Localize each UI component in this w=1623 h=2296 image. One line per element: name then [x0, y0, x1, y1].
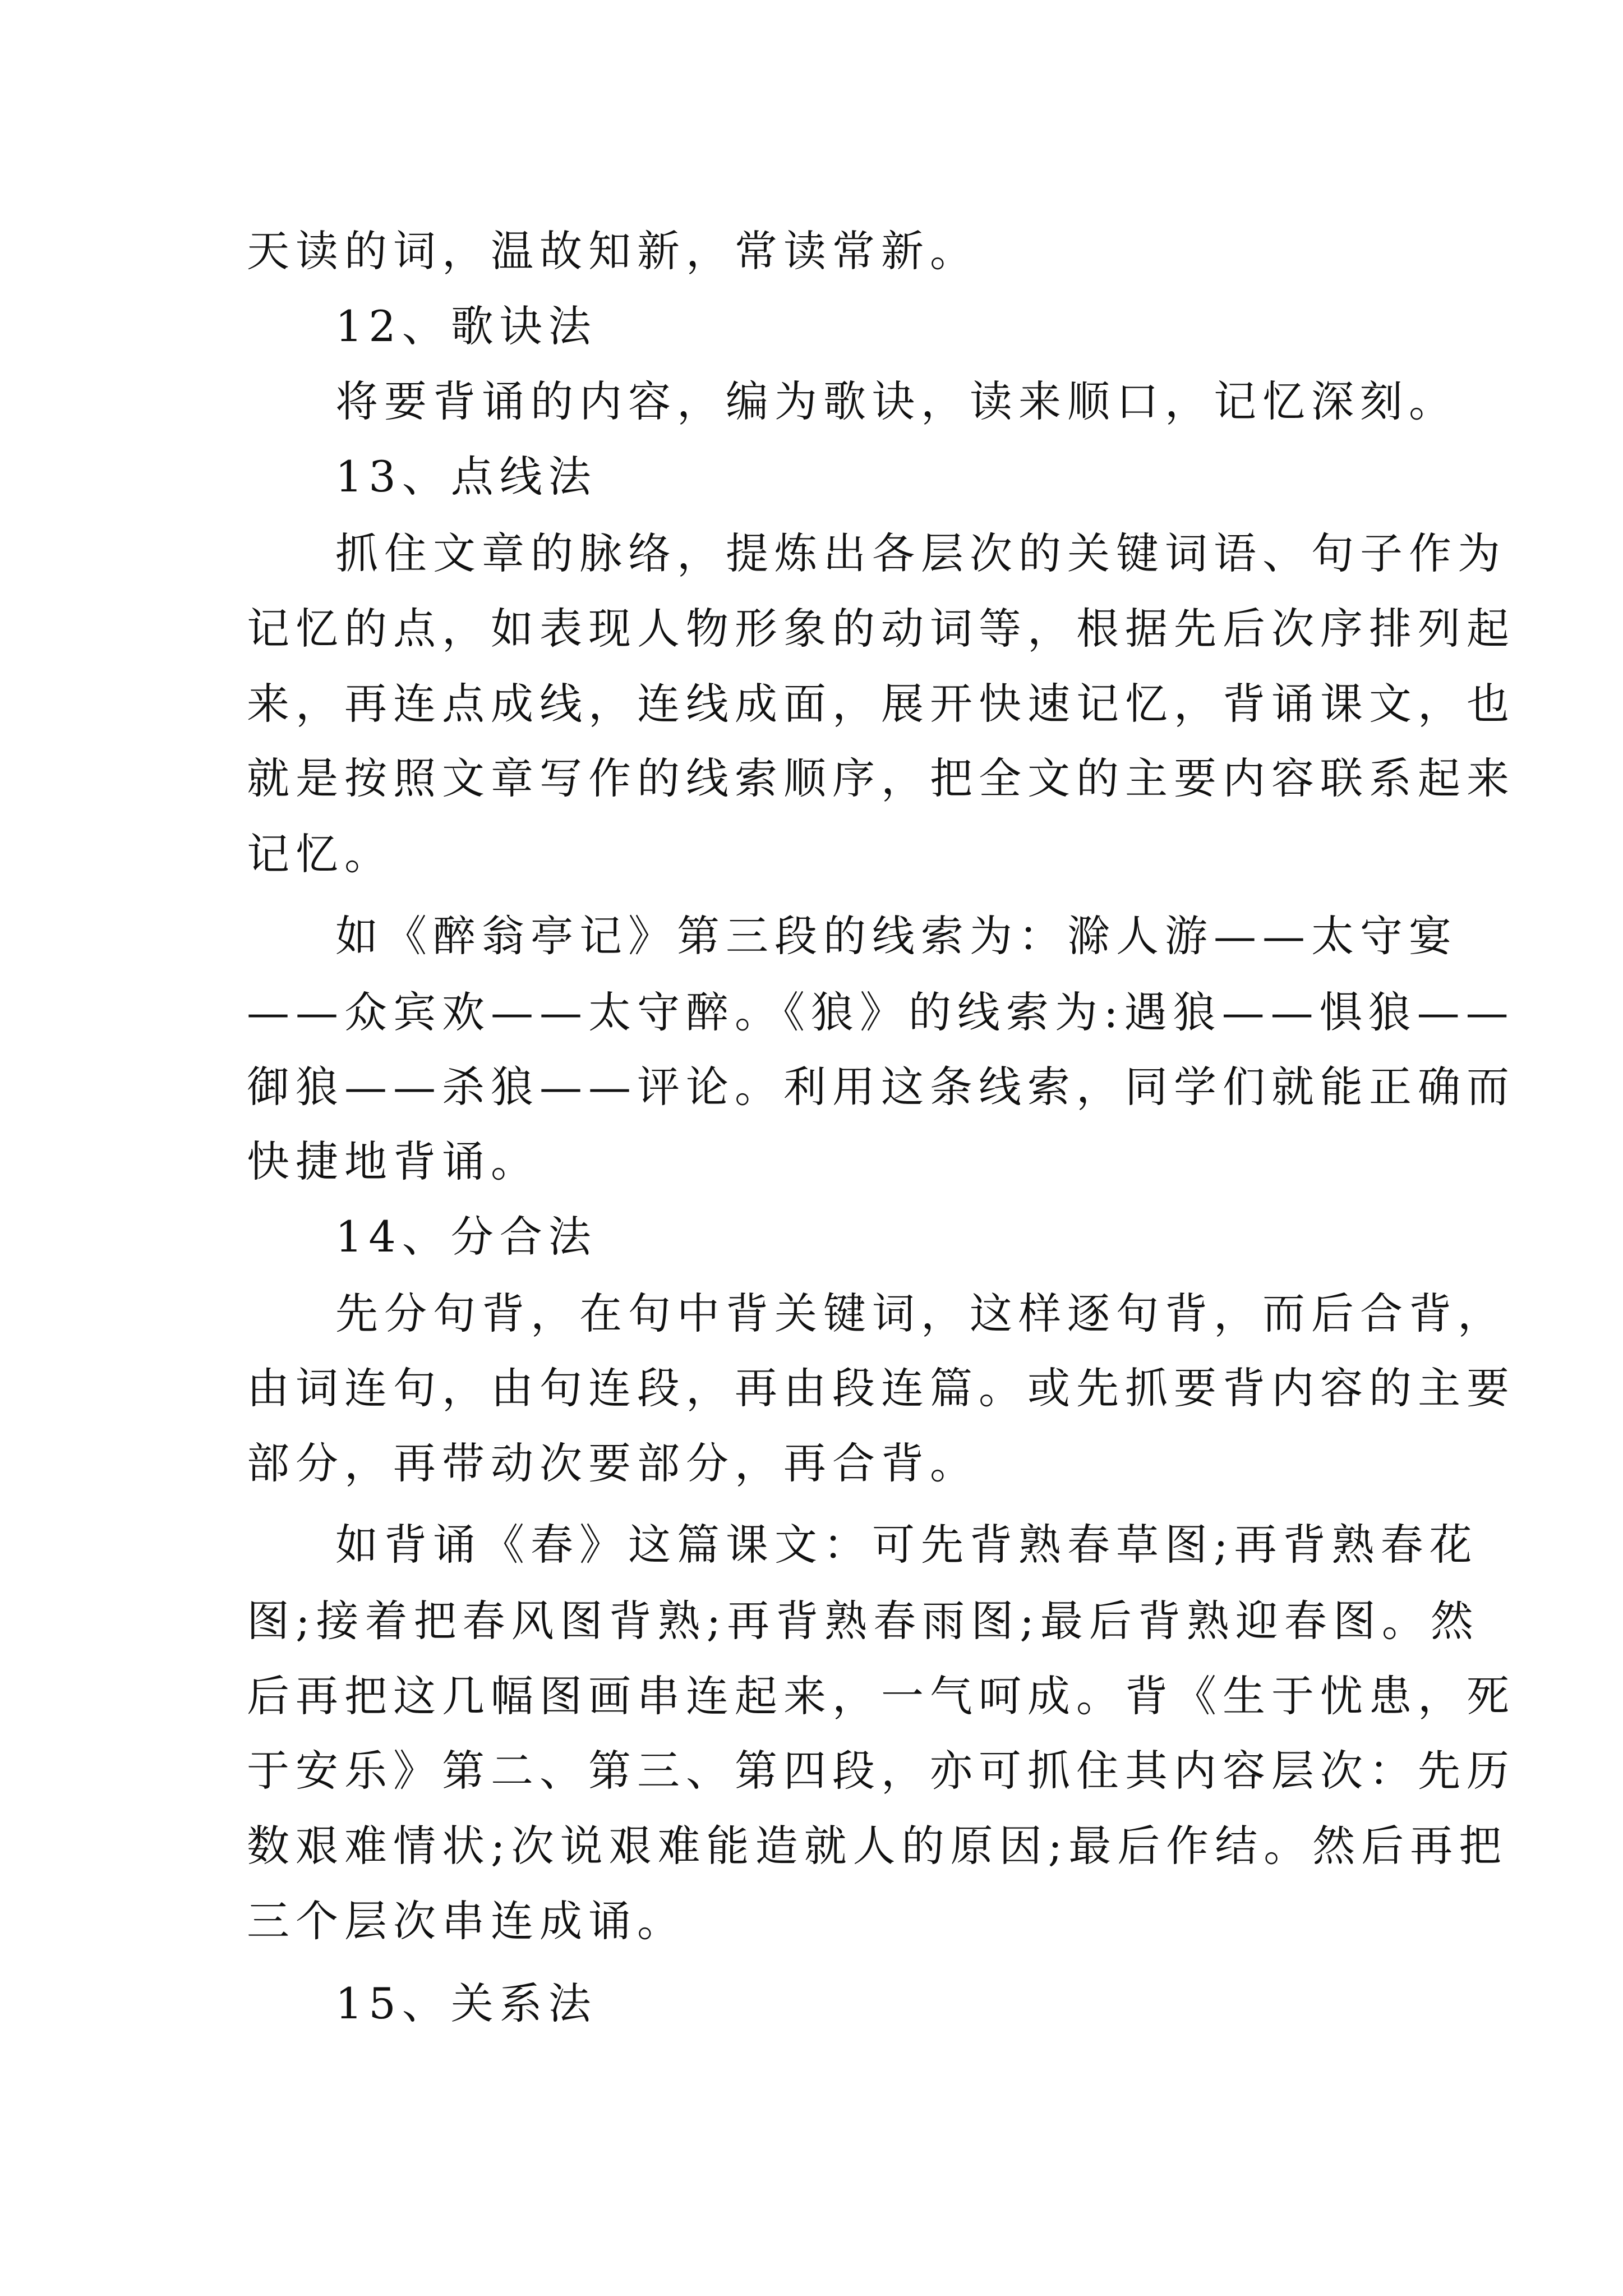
section-heading: 14、分合法 [335, 1212, 597, 1262]
text-line: 部分，再带动次要部分，再合背。 [247, 1438, 979, 1488]
text-line: 记忆的点，如表现人物形象的动词等，根据先后次序排列起 [247, 604, 1515, 654]
text-line: 快捷地背诵。 [247, 1137, 540, 1186]
text-line: 天读的词，温故知新，常读常新。 [247, 226, 979, 276]
text-line: 三个层次串连成诵。 [247, 1896, 686, 1946]
text-line: 就是按照文章写作的线索顺序，把全文的主要内容联系起来 [247, 753, 1515, 803]
text-line: 记忆。 [247, 829, 393, 879]
section-heading: 13、点线法 [335, 452, 597, 501]
text-line: 如背诵《春》这篇课文：可先背熟春草图;再背熟春花 [335, 1520, 1478, 1570]
text-line: 先分句背，在句中背关键词，这样逐句背，而后合背， [335, 1289, 1506, 1338]
text-line: 后再把这几幅图画串连起来，一气呵成。背《生于忧患，死 [247, 1671, 1515, 1721]
text-line: 来，再连点成线，连线成面，展开快速记忆，背诵课文，也 [247, 679, 1515, 729]
section-heading: 15、关系法 [335, 1978, 597, 2028]
text-line: 如《醉翁亭记》第三段的线索为：滁人游——太守宴 [335, 911, 1458, 961]
text-line: 御狼——杀狼——评论。利用这条线索，同学们就能正确而 [247, 1062, 1515, 1112]
text-line: 抓住文章的脉络，提炼出各层次的关键词语、句子作为 [335, 528, 1506, 578]
text-line: 图;接着把春风图背熟;再背熟春雨图;最后背熟迎春图。然 [247, 1596, 1479, 1646]
text-line: 于安乐》第二、第三、第四段，亦可抓住其内容层次：先历 [247, 1746, 1515, 1796]
text-line: 将要背诵的内容，编为歌诀，读来顺口，记忆深刻。 [335, 376, 1458, 426]
text-line: ——众宾欢——太守醉。《狼》的线索为:遇狼——惧狼—— [247, 987, 1515, 1037]
section-heading: 12、歌诀法 [335, 301, 597, 351]
text-line: 数艰难情状;次说艰难能造就人的原因;最后作结。然后再把 [247, 1821, 1508, 1871]
text-line: 由词连句，由句连段，再由段连篇。或先抓要背内容的主要 [247, 1363, 1515, 1413]
